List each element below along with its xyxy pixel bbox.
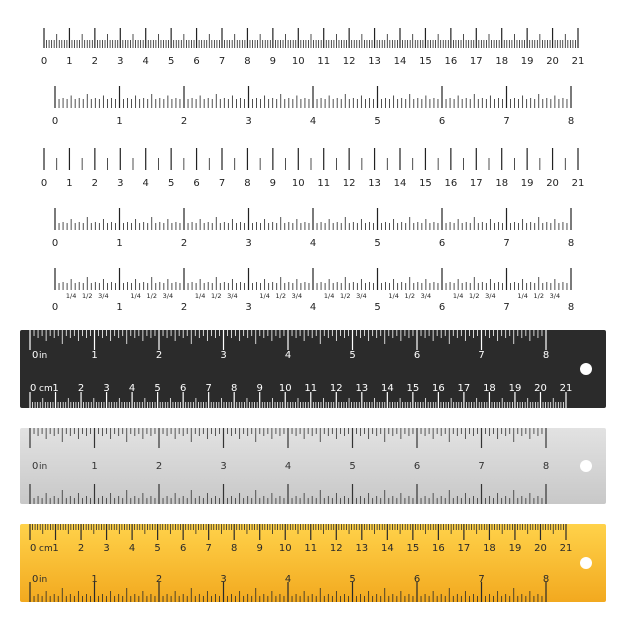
inch-label: 1 (91, 350, 98, 361)
cm-label: 9 (256, 543, 263, 554)
cm-label: 11 (304, 543, 318, 554)
cm-unit-label: cm (39, 544, 53, 554)
cm-label: 2 (77, 383, 85, 394)
tick-label: 1 (116, 116, 123, 127)
cm-label: 4 (128, 383, 136, 394)
tick-label: 3 (245, 238, 252, 249)
tick-label: 2 (180, 302, 188, 313)
cm-label: 19 (508, 383, 522, 394)
tick-label: 20 (546, 178, 559, 189)
inch-label: 8 (542, 574, 550, 585)
tick-label: 11 (317, 56, 331, 67)
fraction-label: 1/2 (146, 292, 157, 300)
inch-label: 1 (91, 461, 98, 472)
tick-label: 2 (180, 116, 188, 127)
fraction-label: 1/4 (323, 292, 335, 300)
tick-label: 5 (167, 56, 175, 67)
cm-label: 12 (329, 543, 343, 554)
tick-label: 1 (66, 56, 73, 67)
fraction-label: 1/4 (517, 292, 528, 300)
tick-label: 8 (567, 302, 575, 313)
inch-unit-label: in (39, 351, 48, 361)
tick-label: 19 (520, 56, 534, 67)
cm-label: 7 (205, 543, 212, 554)
cm-label: 8 (231, 543, 238, 554)
inch-unit-label: in (39, 575, 48, 585)
tick-label: 14 (393, 178, 407, 189)
inch-label: 2 (155, 461, 163, 472)
tick-label: 1 (116, 238, 123, 249)
fraction-label: 3/4 (485, 292, 496, 300)
inch-label: 7 (478, 574, 485, 585)
tick-label: 7 (503, 238, 510, 249)
inch-label: 5 (349, 461, 356, 472)
tick-label: 7 (218, 178, 226, 189)
tick-label: 7 (503, 116, 510, 127)
tick-label: 0 (51, 238, 59, 249)
cm-label: 7 (205, 383, 212, 394)
tick-label: 0 (40, 56, 48, 67)
fraction-label: 1/2 (533, 292, 544, 300)
tick-label: 6 (193, 178, 200, 189)
fraction-label: 1/4 (130, 292, 141, 300)
tick-label: 7 (218, 56, 226, 67)
cm-label: 10 (278, 383, 292, 394)
fraction-label: 1/2 (275, 292, 286, 300)
tick-label: 4 (309, 302, 317, 313)
tick-label: 13 (368, 56, 381, 67)
ruler-3-cm-half (41, 148, 585, 189)
fraction-label: 1/2 (404, 292, 415, 300)
inch-label: 0 (32, 350, 39, 361)
inch-unit-label: in (39, 462, 48, 472)
cm-label: 14 (380, 383, 394, 394)
cm-unit-label: cm (39, 384, 53, 394)
cm-label: 18 (483, 543, 496, 554)
inch-label: 5 (349, 574, 356, 585)
cm-label: 17 (457, 383, 471, 394)
cm-label: 6 (179, 543, 187, 554)
cm-label: 21 (559, 543, 573, 554)
fraction-label: 1/4 (388, 292, 399, 300)
cm-label: 19 (508, 543, 522, 554)
hang-hole-icon (580, 460, 592, 472)
cm-label: 20 (534, 543, 547, 554)
tick-label: 5 (374, 116, 381, 127)
ruler-body (20, 330, 606, 408)
tick-label: 8 (244, 56, 251, 67)
tick-label: 14 (393, 56, 407, 67)
inch-label: 6 (413, 350, 421, 361)
cm-label: 8 (231, 383, 238, 394)
tick-label: 8 (567, 116, 575, 127)
fraction-label: 3/4 (549, 292, 561, 300)
inch-label: 7 (478, 350, 485, 361)
tick-label: 17 (469, 56, 483, 67)
tick-label: 21 (571, 56, 585, 67)
tick-label: 12 (342, 56, 356, 67)
inch-label: 3 (220, 574, 227, 585)
fraction-label: 3/4 (420, 292, 432, 300)
ruler-5-inch-fractions (52, 268, 574, 313)
tick-label: 6 (438, 116, 446, 127)
inch-label: 5 (349, 350, 356, 361)
inch-label: 4 (284, 574, 292, 585)
inch-label: 7 (478, 461, 485, 472)
tick-label: 5 (167, 178, 175, 189)
inch-label: 0 (32, 461, 39, 472)
fraction-label: 3/4 (162, 292, 174, 300)
tick-label: 12 (342, 178, 356, 189)
tick-label: 0 (51, 302, 59, 313)
inch-label: 4 (284, 461, 292, 472)
fraction-label: 3/4 (356, 292, 367, 300)
ruler-body (20, 524, 606, 602)
ruler-body (20, 428, 606, 504)
fraction-label: 3/4 (291, 292, 303, 300)
tick-label: 8 (567, 238, 575, 249)
tick-label: 2 (91, 178, 99, 189)
tick-label: 16 (444, 178, 458, 189)
fraction-label: 1/4 (65, 292, 77, 300)
inch-label: 8 (542, 350, 550, 361)
plate-rulers (20, 330, 606, 602)
cm-label: 2 (77, 543, 85, 554)
tick-label: 20 (546, 56, 559, 67)
tick-label: 5 (374, 238, 381, 249)
tick-label: 15 (419, 56, 432, 67)
cm-label: 10 (278, 543, 292, 554)
cm-label: 6 (179, 383, 187, 394)
inch-label: 3 (220, 350, 227, 361)
tick-label: 1 (66, 178, 73, 189)
cm-label: 4 (128, 543, 136, 554)
cm-label: 5 (154, 543, 161, 554)
ruler-4-inch-fine (52, 208, 574, 249)
cm-label: 13 (355, 543, 369, 554)
tick-label: 2 (180, 238, 188, 249)
tick-label: 9 (269, 56, 277, 67)
tick-label: 7 (503, 302, 510, 313)
tick-label: 3 (117, 178, 124, 189)
inch-label: 6 (413, 574, 421, 585)
inch-label: 1 (91, 574, 98, 585)
tick-label: 3 (117, 56, 124, 67)
fraction-label: 1/4 (194, 292, 206, 300)
fraction-label: 1/2 (469, 292, 480, 300)
cm-label: 14 (380, 543, 394, 554)
inch-label: 2 (155, 350, 163, 361)
tick-label: 10 (291, 56, 305, 67)
tick-label: 4 (309, 238, 317, 249)
inch-label: 8 (542, 461, 550, 472)
tick-label: 17 (469, 178, 483, 189)
tick-label: 4 (309, 116, 317, 127)
cm-label: 17 (457, 543, 471, 554)
inch-label: 4 (284, 350, 292, 361)
cm-label: 3 (103, 383, 110, 394)
fraction-label: 1/4 (452, 292, 464, 300)
fraction-label: 1/2 (82, 292, 93, 300)
tick-label: 0 (51, 116, 59, 127)
cm-label: 18 (483, 383, 496, 394)
tick-label: 4 (142, 56, 149, 67)
tick-label: 0 (40, 178, 48, 189)
cm-label: 11 (304, 383, 318, 394)
tick-label: 16 (444, 56, 458, 67)
gray-ruler (20, 428, 606, 504)
fraction-label: 3/4 (98, 292, 109, 300)
hang-hole-icon (580, 557, 592, 569)
inch-label: 0 (32, 574, 39, 585)
tick-label: 2 (91, 56, 99, 67)
tick-label: 8 (244, 178, 251, 189)
cm-label: 1 (52, 383, 59, 394)
ruler-2-inch-sixteenths (52, 86, 574, 127)
tick-label: 1 (116, 302, 123, 313)
tick-label: 4 (142, 178, 149, 189)
cm-label: 1 (52, 543, 59, 554)
cm-label: 16 (432, 383, 445, 394)
tick-label: 3 (245, 116, 252, 127)
tick-label: 19 (520, 178, 534, 189)
ruler-1-cm-fine (41, 28, 585, 67)
hang-hole-icon (580, 363, 592, 375)
cm-label: 15 (406, 543, 420, 554)
cm-label: 9 (256, 383, 263, 394)
bare-rulers (41, 28, 585, 313)
inch-label: 2 (155, 574, 163, 585)
inch-label: 6 (413, 461, 421, 472)
tick-label: 18 (495, 56, 509, 67)
yellow-ruler (20, 524, 606, 602)
tick-label: 5 (374, 302, 381, 313)
tick-label: 18 (495, 178, 509, 189)
tick-label: 3 (245, 302, 252, 313)
tick-label: 10 (291, 178, 305, 189)
cm-label: 3 (103, 543, 110, 554)
black-ruler (20, 330, 606, 408)
cm-label: 12 (329, 383, 343, 394)
tick-label: 6 (438, 302, 446, 313)
fraction-label: 1/2 (340, 292, 351, 300)
cm-label: 16 (432, 543, 445, 554)
tick-label: 6 (438, 238, 446, 249)
tick-label: 11 (317, 178, 331, 189)
tick-label: 9 (269, 178, 277, 189)
fraction-label: 1/2 (211, 292, 222, 300)
tick-label: 15 (419, 178, 432, 189)
cm-label: 15 (406, 383, 420, 394)
inch-label: 3 (220, 461, 227, 472)
cm-label: 13 (355, 383, 369, 394)
fraction-label: 1/4 (259, 292, 270, 300)
tick-label: 6 (193, 56, 200, 67)
cm-label: 5 (154, 383, 161, 394)
cm-zero-label: 0 (30, 383, 37, 394)
tick-label: 21 (571, 178, 585, 189)
fraction-label: 3/4 (227, 292, 238, 300)
cm-zero-label: 0 (30, 543, 37, 554)
cm-label: 20 (534, 383, 547, 394)
tick-label: 13 (368, 178, 381, 189)
cm-label: 21 (559, 383, 573, 394)
